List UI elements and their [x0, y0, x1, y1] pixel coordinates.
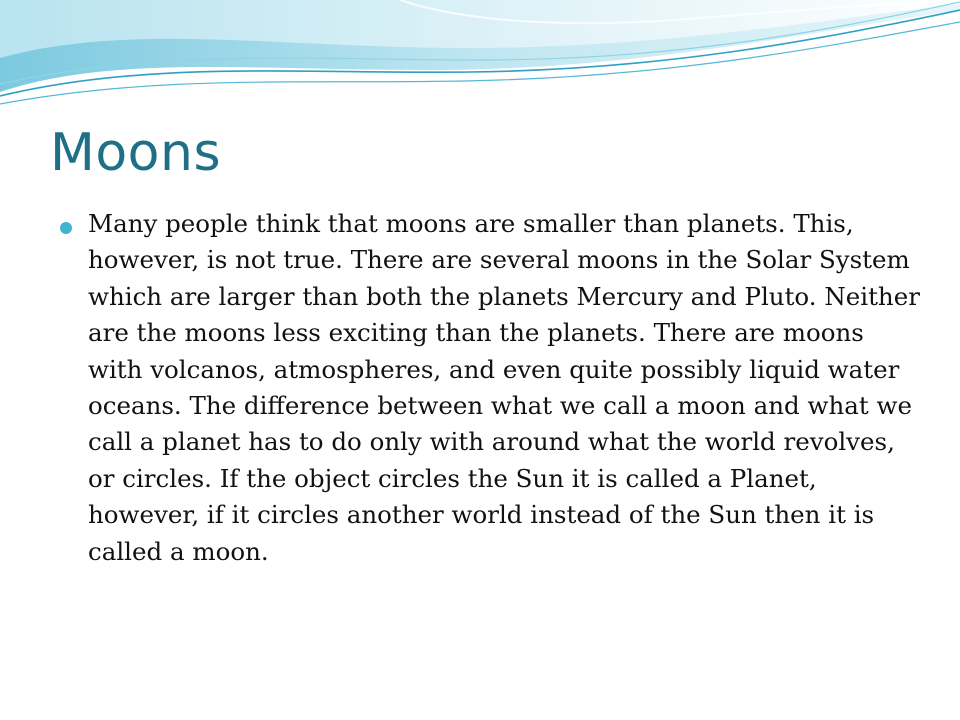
slide-title: Moons	[50, 123, 222, 183]
bullet-dot-icon	[60, 222, 72, 234]
slide-content	[60, 206, 920, 570]
bullet-text: Many people think that moons are smaller than planets. This, however, is not true. There are several moons in the Solar System which are larger than both the planets Mercury and Pluto. Neither are the moons less exciting than the planets. There are moons with volcanos, atmospheres, and even quite possibly liquid water oceans. The difference between what we call a moon and what we call a planet has to do only with around what the world revolves, or circles. If the object circles the Sun it is called a Planet, however, if it circles another world instead of the Sun then it is called a moon.	[88, 209, 920, 566]
bullet-item	[60, 206, 920, 570]
decorative-wave-header	[0, 0, 960, 120]
